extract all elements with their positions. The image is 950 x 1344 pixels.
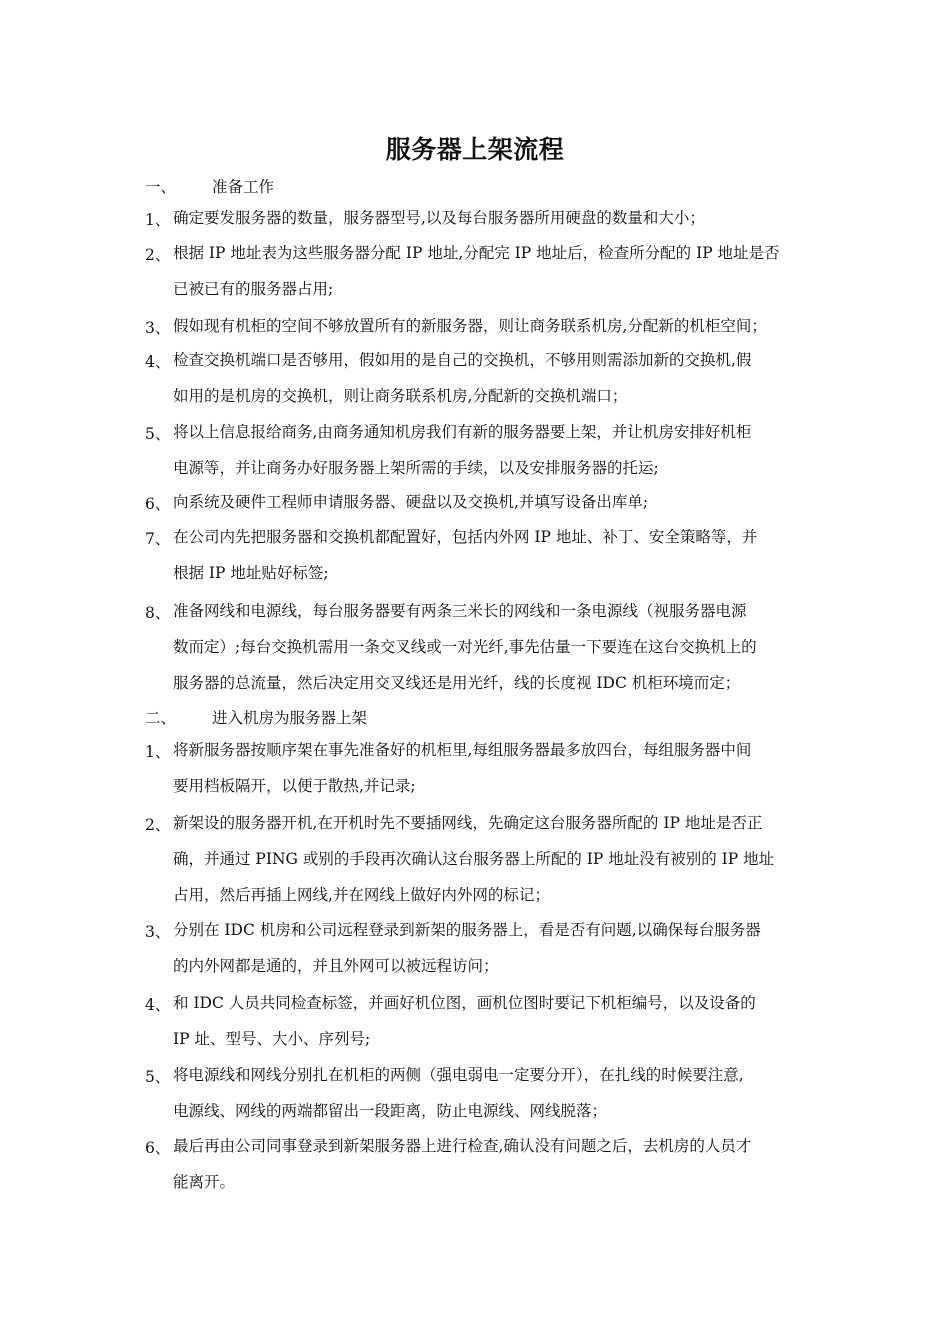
list-item-text-line: 确定要发服务器的数量，服务器型号,以及每台服务器所用硬盘的数量和大小； — [173, 209, 705, 227]
list-item-number: 5、 — [145, 1068, 171, 1086]
list-item-text-line: 服务器的总流量，然后决定用交叉线还是用光纤，线的长度视 IDC 机柜环境而定； — [173, 674, 741, 692]
list-item-text-line: 向系统及硬件工程师申请服务器、硬盘以及交换机,并填写设备出库单; — [173, 493, 649, 511]
list-item-text-line: 要用档板隔开，以便于散热,并记录; — [173, 777, 416, 795]
list-item — [145, 993, 807, 1065]
list-item-text-line: 确，并通过 PING 或别的手段再次确认这台服务器上所配的 IP 地址没有被别的 IP 地址 — [173, 850, 775, 868]
list-item-number: 3、 — [145, 923, 171, 941]
section-heading-text: 进入机房为服务器上架 — [212, 709, 368, 727]
list-item — [145, 243, 807, 315]
list-item-text-line: 数而定）;每台交换机需用一条交叉线或一对光纤,事先估量一下要连在这台交换机上的 — [173, 638, 757, 656]
section-number: 二、 — [145, 709, 177, 727]
list-item — [145, 601, 807, 709]
list-item-number: 6、 — [145, 1139, 171, 1157]
page-title: 服务器上架流程 — [385, 135, 565, 164]
list-item-text-line: 根据 IP 地址贴好标签; — [173, 564, 329, 582]
list-item-number: 4、 — [145, 353, 171, 371]
list-item-text-line: 能离开。 — [173, 1173, 236, 1191]
list-item — [145, 350, 807, 422]
list-item-text-line: 已被已有的服务器占用; — [173, 280, 334, 298]
list-item-number: 8、 — [145, 604, 171, 622]
list-item — [145, 316, 807, 352]
list-item — [145, 492, 807, 528]
list-item-text-line: 将电源线和网线分别扎在机柜的两侧（强电弱电一定要分开），在扎线的时候要注意, — [173, 1066, 744, 1084]
list-item — [145, 1136, 807, 1208]
list-item-text-line: 根据 IP 地址表为这些服务器分配 IP 地址,分配完 IP 地址后，检查所分配的 IP 地址是否 — [173, 244, 780, 262]
list-item — [145, 527, 807, 599]
list-item-number: 1、 — [145, 211, 171, 229]
list-item-number: 1、 — [145, 743, 171, 761]
list-item-number: 2、 — [145, 816, 171, 834]
list-item-number: 6、 — [145, 495, 171, 513]
list-item-text-line: 将以上信息报给商务,由商务通知机房我们有新的服务器要上架，并让机房安排好机柜 — [173, 423, 752, 441]
list-item-text-line: 和 IDC 人员共同检查标签，并画好机位图，画机位图时要记下机柜编号，以及设备的 — [173, 994, 756, 1012]
section-heading-text: 准备工作 — [212, 178, 275, 196]
list-item-number: 2、 — [145, 246, 171, 264]
section-heading — [145, 177, 274, 197]
list-item-text-line: 电源等，并让商务办好服务器上架所需的手续，以及安排服务器的托运; — [173, 459, 659, 477]
list-item-number: 4、 — [145, 996, 171, 1014]
list-item-text-line: 在公司内先把服务器和交换机都配置好，包括内外网 IP 地址、补丁、安全策略等，并 — [173, 528, 758, 546]
section-heading — [145, 708, 367, 728]
list-item — [145, 422, 807, 494]
list-item-number: 3、 — [145, 319, 171, 337]
section-number: 一、 — [145, 178, 177, 196]
list-item-text-line: 将新服务器按顺序架在事先准备好的机柜里,每组服务器最多放四台，每组服务器中间 — [173, 741, 752, 759]
list-item-text-line: 分别在 IDC 机房和公司远程登录到新架的服务器上，看是否有问题,以确保每台服务器 — [173, 921, 761, 939]
list-item-text-line: 准备网线和电源线，每台服务器要有两条三米长的网线和一条电源线（视服务器电源 — [173, 602, 747, 620]
list-item-text-line: 的内外网都是通的，并且外网可以被远程访问； — [173, 957, 499, 975]
list-item — [145, 813, 807, 921]
list-item — [145, 740, 807, 812]
list-item-number: 5、 — [145, 425, 171, 443]
list-item-text-line: IP 址、型号、大小、序列号; — [173, 1030, 371, 1048]
list-item-text-line: 最后再由公司同事登录到新架服务器上进行检查,确认没有问题之后，去机房的人员才 — [173, 1137, 752, 1155]
list-item-text-line: 电源线、网线的两端都留出一段距离，防止电源线、网线脱落； — [173, 1102, 608, 1120]
list-item — [145, 920, 807, 992]
list-item — [145, 1065, 807, 1137]
list-item-number: 7、 — [145, 530, 171, 548]
list-item — [145, 208, 807, 244]
list-item-text-line: 检查交换机端口是否够用，假如用的是自己的交换机，不够用则需添加新的交换机,假 — [173, 351, 752, 369]
list-item-text-line: 新架设的服务器开机,在开机时先不要插网线，先确定这台服务器所配的 IP 地址是否正 — [173, 814, 763, 832]
list-item-text-line: 占用，然后再插上网线,并在网线上做好内外网的标记； — [173, 886, 550, 904]
list-item-text-line: 假如现有机柜的空间不够放置所有的新服务器，则让商务联系机房,分配新的机柜空间； — [173, 317, 767, 335]
list-item-text-line: 如用的是机房的交换机，则让商务联系机房,分配新的交换机端口； — [173, 387, 628, 405]
